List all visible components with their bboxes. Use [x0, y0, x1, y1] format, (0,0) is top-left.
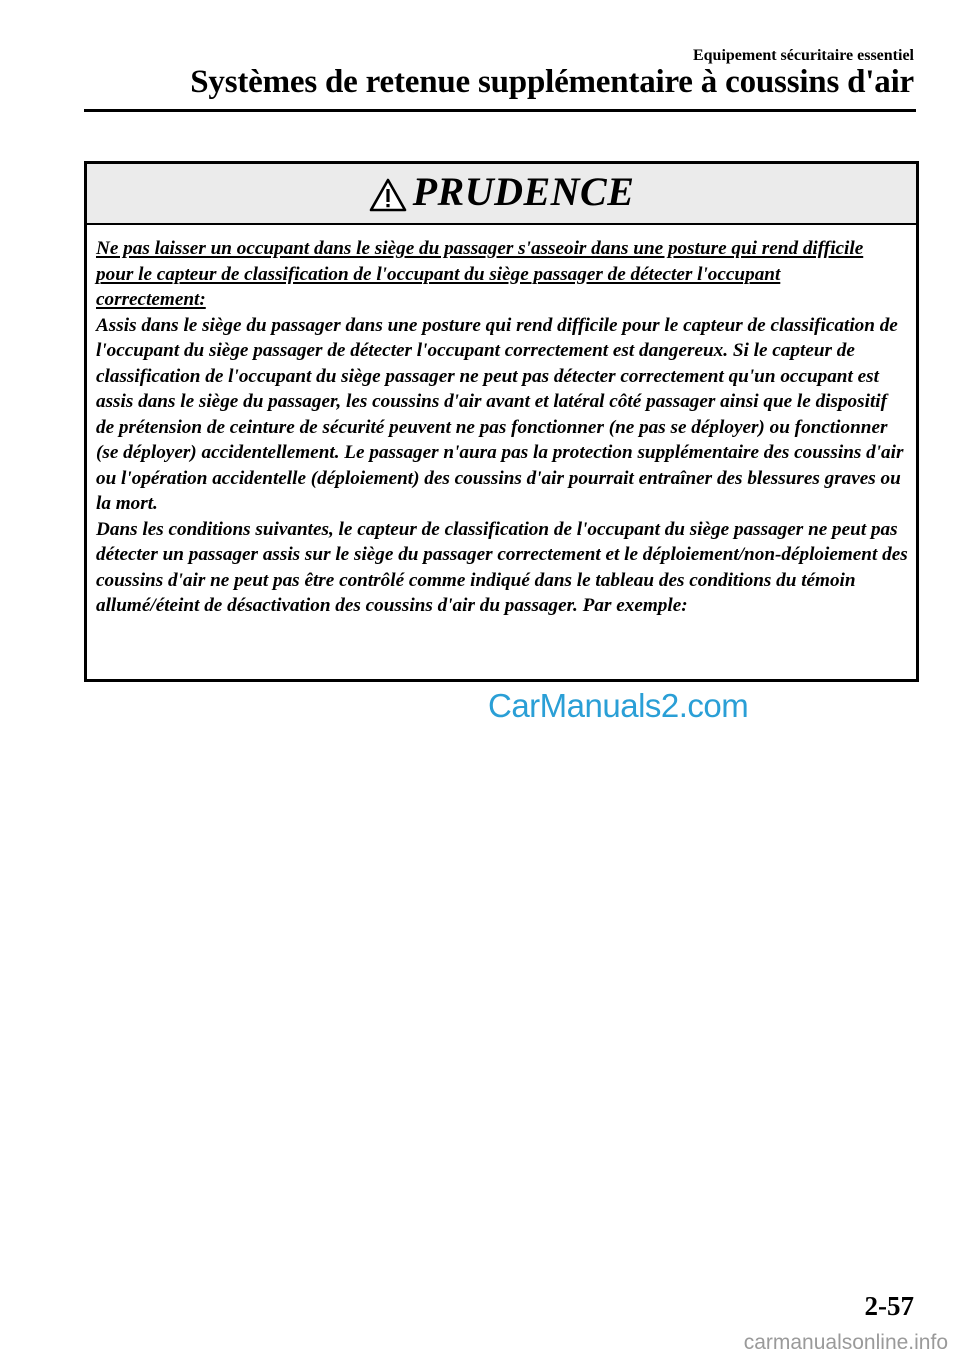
caution-body: [87, 225, 916, 619]
header-rule: [84, 109, 916, 112]
section-label: Equipement sécuritaire essentiel: [692, 47, 914, 64]
caution-lead: Ne pas laisser un occupant dans le siège du passager s'asseoir dans une posture qui rend difficile pour le capteur de classification de l'occupant du siège passager de détecter l'occupant correctement:: [96, 238, 864, 310]
page-number: 2-57: [864, 1291, 914, 1321]
warning-triangle-icon: [369, 178, 407, 212]
caution-paragraph-2: Dans les conditions suivantes, le capteur de classification de l'occupant du siège passager ne peut pas détecter un passager assis sur le siège du passager correctement et le déploiement/non-déploiement des coussins d'air ne peut pas être contrôlé comme indiqué dans le tableau des conditions du témoin allumé/éteint de désactivation des coussins d'air du passager. Par exemple:: [96, 518, 908, 616]
caution-box: [84, 161, 919, 682]
watermark-bottom: carmanualsonline.info: [743, 1331, 948, 1354]
caution-paragraph-1: Assis dans le siège du passager dans une posture qui rend difficile pour le capteur de classification de l'occupant du siège passager de détecter l'occupant correctement est dangereux. Si le capteur de classification de l'occupant du siège passager ne peut pas détecter correctement qu'un occupant est assis dans le siège du passager, les coussins d'air avant et latéral côté passager ainsi que le dispositif de prétension de ceinture de sécurité peuvent ne pas fonctionner (ne pas se déployer) ou fonctionner (se déployer) accidentellement. Le passager n'aura pas la protection supplémentaire des coussins d'air ou l'opération accidentelle (déploiement) des coussins d'air pourrait entraîner des blessures graves ou la mort.: [96, 314, 904, 514]
caution-header: [87, 164, 916, 225]
caution-title: PRUDENCE: [412, 168, 635, 214]
chapter-title: Systèmes de retenue supplémentaire à coussins d'air: [190, 64, 914, 100]
page-header: [0, 0, 960, 112]
watermark-top: CarManuals2.com: [488, 687, 749, 724]
